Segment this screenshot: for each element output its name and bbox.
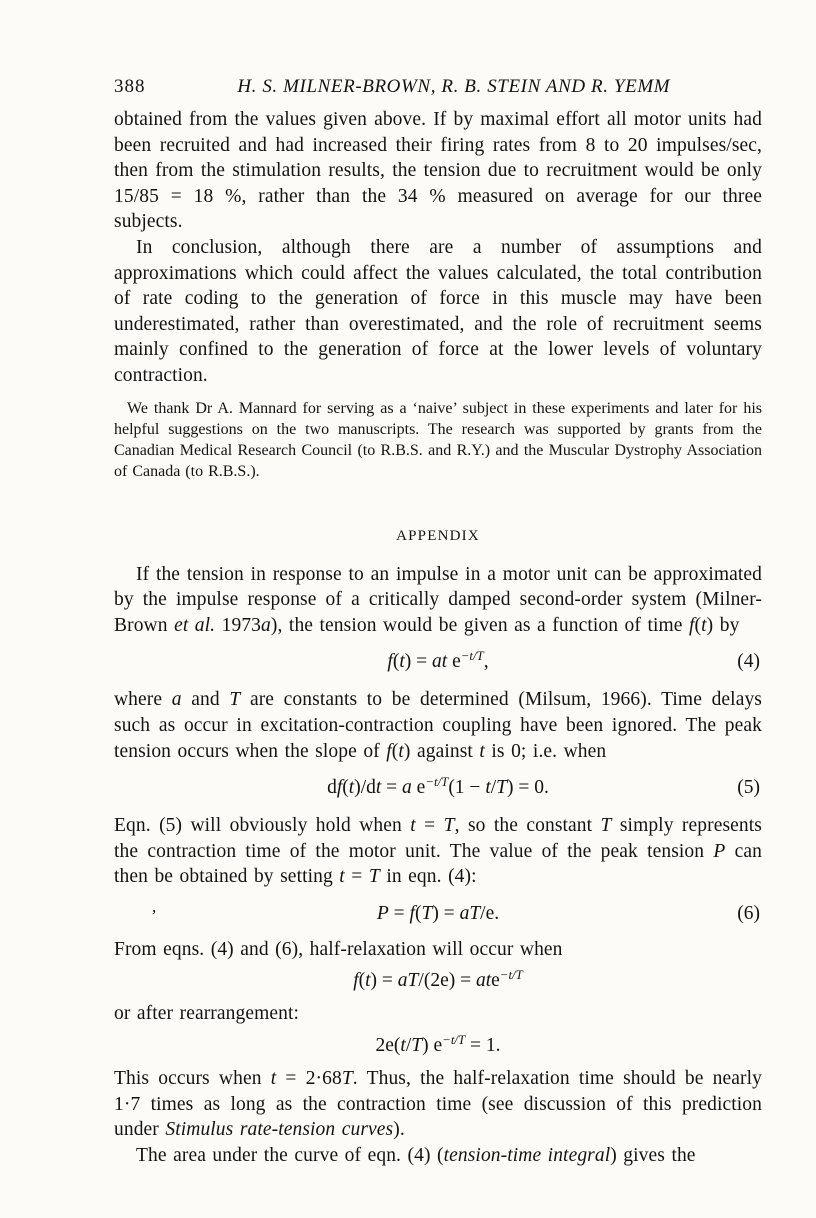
appendix-heading: APPENDIX <box>396 527 480 544</box>
paragraph-half-relaxation-time: This occurs when t = 2·68T. Thus, the half-relaxation time should be nearly 1·7 times as long as the contraction time (see discussion of this prediction under Stimulus rate-tension curves). <box>114 1068 762 1141</box>
equation-5-number: (5) <box>737 777 760 799</box>
equation-6-number: (6) <box>737 902 760 924</box>
stray-ink-mark: ’ <box>150 905 156 925</box>
equation-rearranged <box>114 1033 762 1060</box>
running-head-authors: H. S. MILNER-BROWN, R. B. STEIN AND R. YEMM <box>237 76 671 97</box>
paragraph-conclusion: In conclusion, although there are a number of assumptions and approximations which could affect the values calculated, the total contribution of rate coding to the generation of force in this muscle may have been underestimated, rather than overestimated, and the role of recruitment seems mainly confined to the generation of force at the lower levels of voluntary contraction. <box>114 236 762 386</box>
page-number: 388 <box>114 76 146 97</box>
paragraph-rearrangement: or after rearrangement: <box>114 1003 300 1025</box>
equation-6-expression: P = f(T) = aT/e. <box>376 902 500 924</box>
equation-half-relaxation-expression: f(t) = aT/(2e) = ate$^{-t/T}$ <box>353 968 523 992</box>
paragraph-constants: where a and T are constants to be determined (Milsum, 1966). Time delays such as occur in excitation-contraction coupling have been ignored. The peak tension occurs when the slope of f(t) against t is 0; i.e. when <box>114 689 762 762</box>
paragraph-half-relaxation: From eqns. (4) and (6), half-relaxation will occur when <box>114 938 563 960</box>
running-header <box>114 76 762 98</box>
paragraph-contraction-time: Eqn. (5) will obviously hold when t = T, so the constant T simply represents the contraction time of the motor unit. The value of the peak tension P can then be obtained by setting t = T in eqn. (4): <box>114 815 762 888</box>
equation-4-expression: f(t) = at $e^{-t/T}$, <box>387 649 489 673</box>
equation-half-relaxation <box>114 968 762 995</box>
equation-4 <box>114 649 762 676</box>
equation-4-number: (4) <box>737 651 760 673</box>
equation-5-expression: df(t)/dt = a $e^{-t/T}(1 - t/T) = 0$. <box>327 775 549 799</box>
paragraph-appendix-intro: If the tension in response to an impulse in a motor unit can be approximated by the impulse response of a critically damped second-order system (Milner-Brown et al. 1973a), the tension would be given as a function of time f(t) by <box>114 563 762 636</box>
acknowledgements-note: We thank Dr A. Mannard for serving as a ‘naive’ subject in these experiments and later for his helpful suggestions on the two manuscripts. The research was supported by grants from the Canadian Medical Research Council (to R.B.S. and R.Y.) and the Muscular Dystrophy Association of Canada (to R.B.S.). <box>114 399 762 480</box>
paragraph-recruitment-tension: obtained from the values given above. If by maximal effort all motor units had been recruited and had increased their firing rates from 8 to 20 impulses/sec, then from the stimulation results, the tension due to recruitment would be only 15/85 = 18 %, rather than the 34 % measured on average for our three subjects. <box>114 109 762 233</box>
paragraph-tension-time-integral: The area under the curve of eqn. (4) (tension-time integral) gives the <box>136 1144 696 1166</box>
equation-6 <box>114 901 762 926</box>
equation-rearranged-expression: 2e(t/T) $e^{-t/T} = 1$. <box>375 1032 501 1057</box>
equation-5 <box>114 775 762 802</box>
